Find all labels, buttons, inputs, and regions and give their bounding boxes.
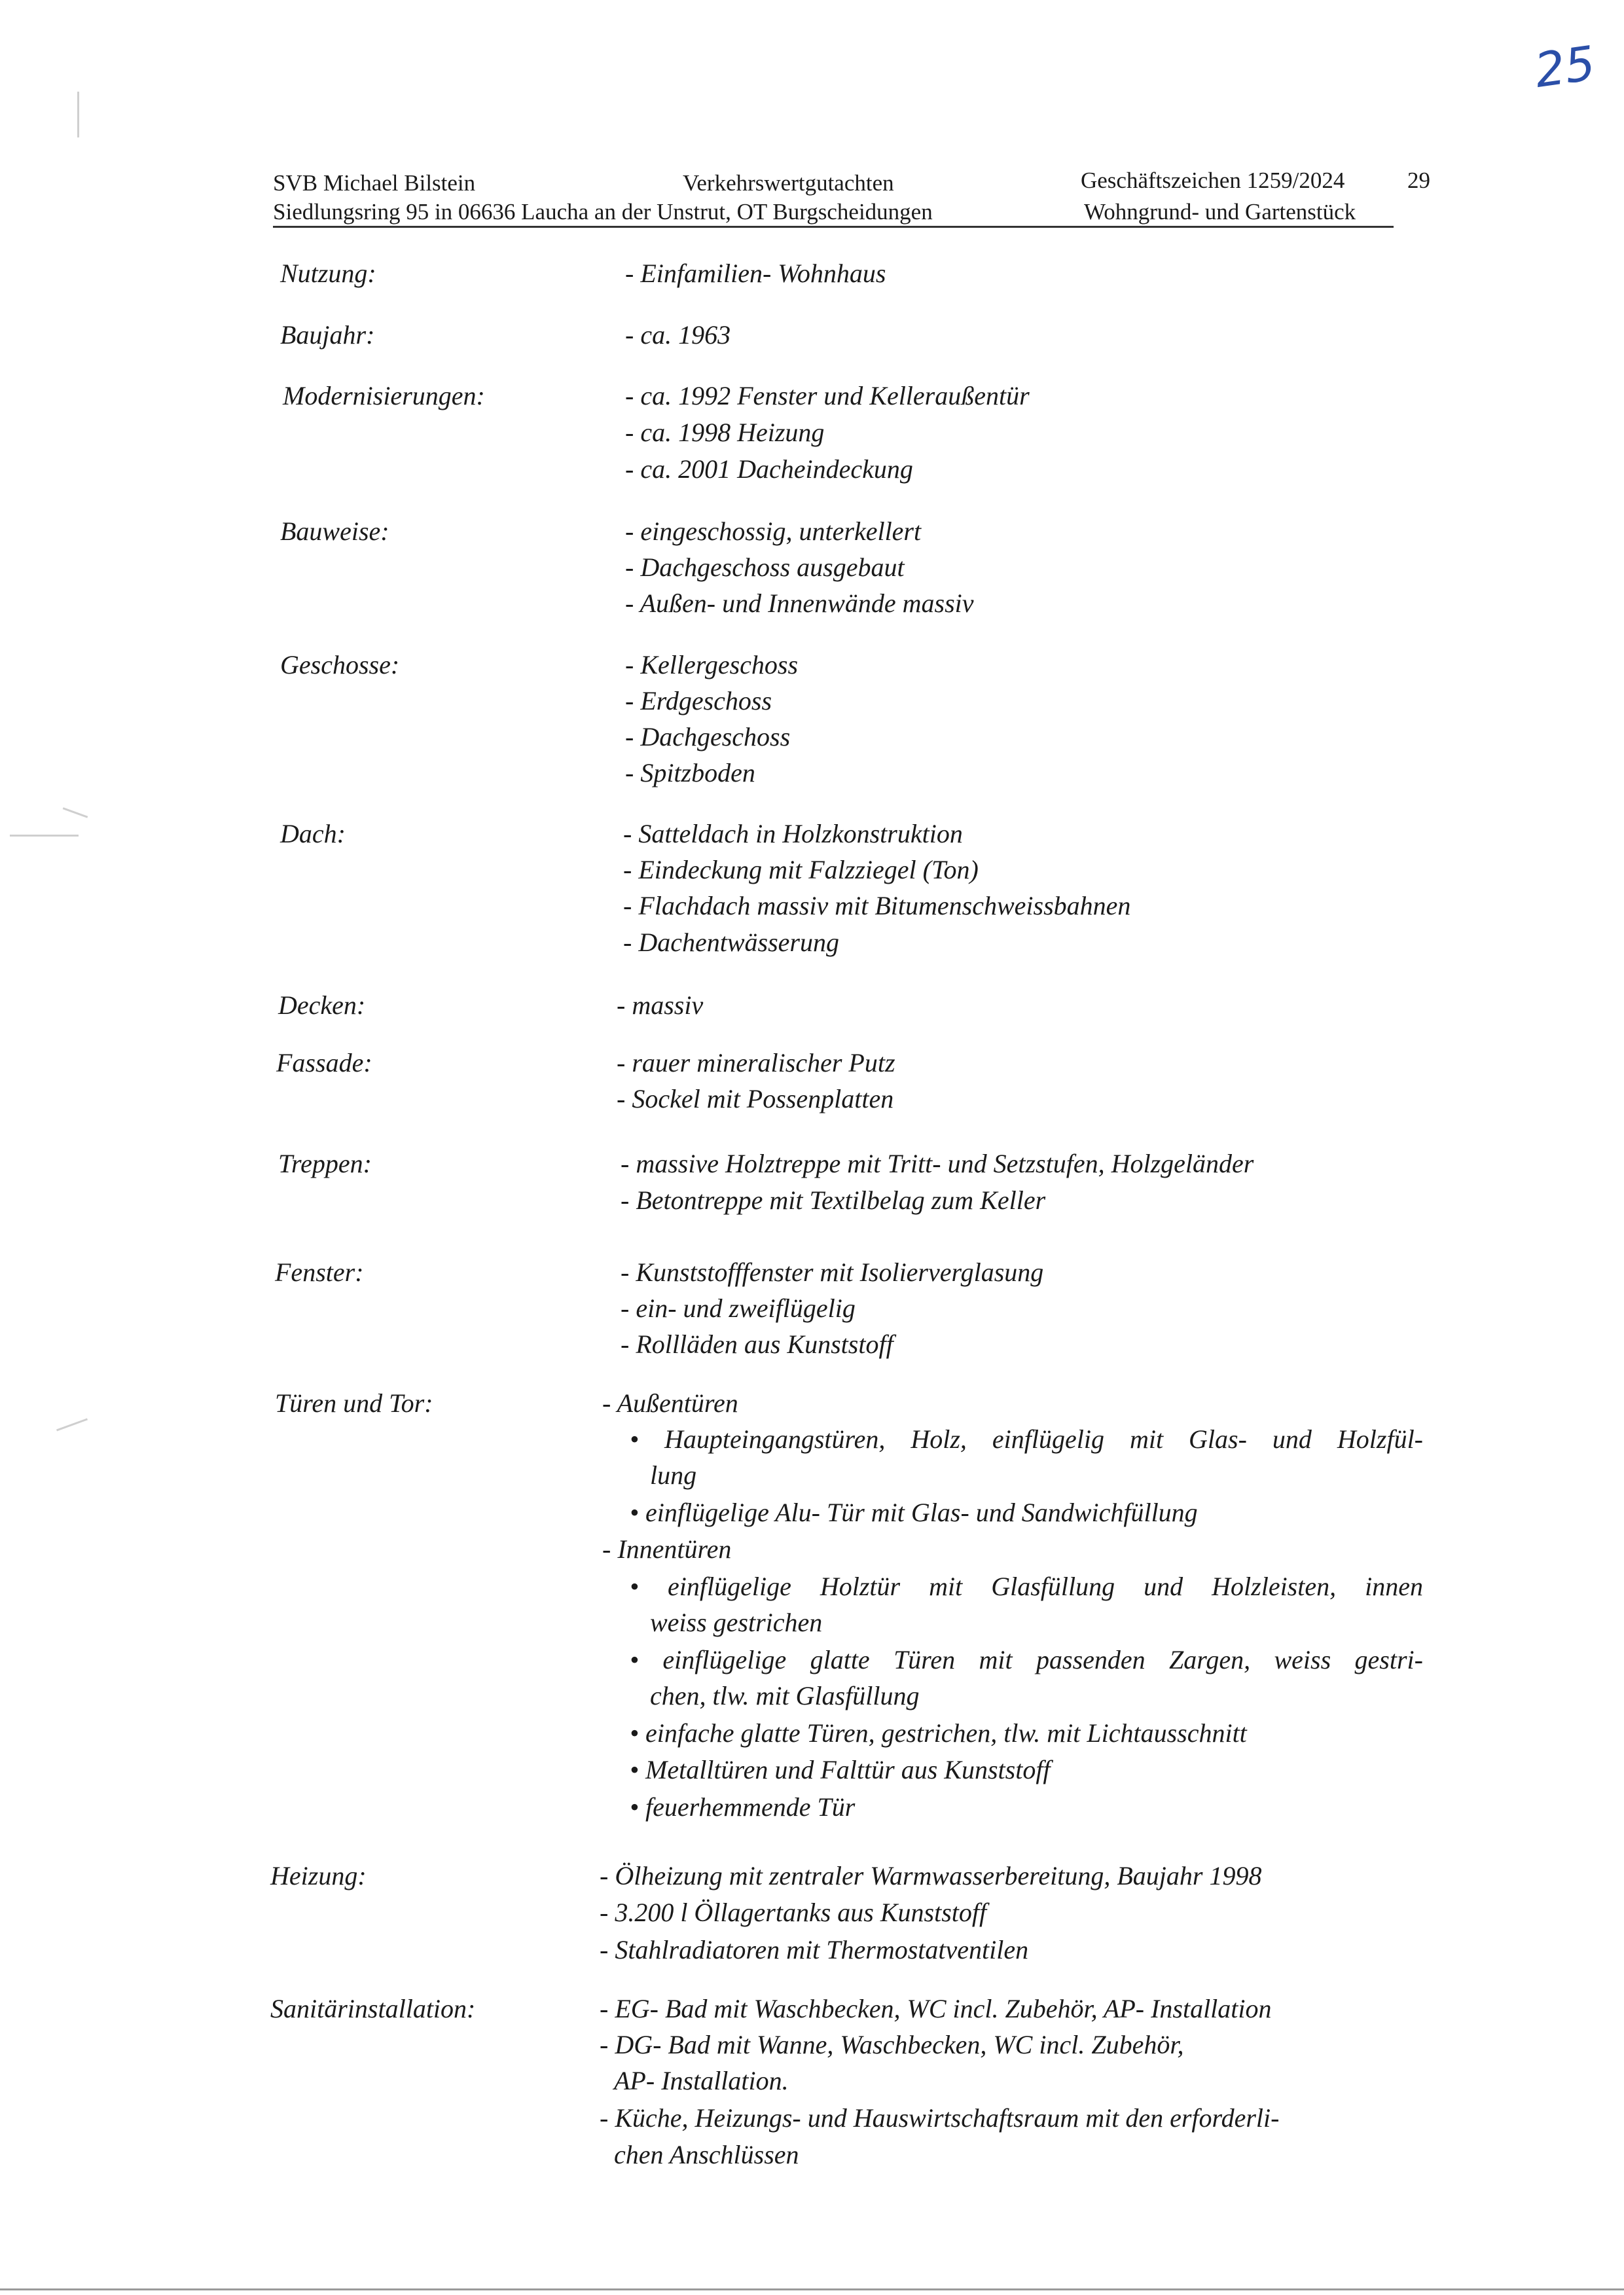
field-value-line: - Eindeckung mit Falzziegel (Ton) [623,855,979,884]
field-label: Nutzung: [280,259,376,288]
field-value-line: - DG- Bad mit Wanne, Waschbecken, WC incl. Zubehör, [600,2030,1184,2059]
field-value-line: - Dachgeschoss [625,722,791,751]
field-value-line: - Rollläden aus Kunststoff [621,1329,893,1359]
page-bottom-edge [0,2288,1624,2290]
header-document-type: Verkehrswertgutachten [683,170,894,196]
field-value-line: - Außen- und Innenwände massiv [625,588,974,618]
field-value-line: chen, tlw. mit Glasfüllung [650,1681,920,1710]
header-author: SVB Michael Bilstein [273,170,476,196]
field-value-line: - Dachgeschoss ausgebaut [625,552,905,582]
header-file-number: Geschäftszeichen 1259/2024 [1081,168,1345,193]
handwritten-annotation: 25 [1531,35,1599,98]
field-value-line: AP- Installation. [614,2066,789,2095]
field-label: Modernisierungen: [283,381,485,410]
field-label: Türen und Tor: [275,1388,433,1418]
field-value-line: - massiv [617,990,704,1020]
field-value-line: - EG- Bad mit Waschbecken, WC incl. Zubehör, AP- Installation [600,1994,1272,2023]
field-label: Fassade: [276,1048,372,1077]
field-value-line: - Satteldach in Holzkonstruktion [623,819,963,848]
field-label: Dach: [280,819,346,848]
field-value-line: - 3.200 l Öllagertanks aus Kunststoff [600,1898,987,1927]
field-value-line: - Stahlradiatoren mit Thermostatventilen [600,1935,1029,1964]
field-label: Geschosse: [280,650,400,679]
field-label: Fenster: [275,1257,364,1287]
field-value-line: - Spitzboden [625,758,755,787]
page-number: 29 [1407,168,1430,193]
field-value-line: lung [650,1460,697,1490]
field-label: Treppen: [278,1149,372,1178]
field-label: Decken: [278,990,366,1020]
field-value-line: - ein- und zweiflügelig [621,1293,856,1323]
field-value-line: - Erdgeschoss [625,686,772,715]
field-value-line: - Betontreppe mit Textilbelag zum Keller [621,1185,1046,1215]
field-value-line: - Ölheizung mit zentraler Warmwasserbereitung, Baujahr 1998 [600,1861,1262,1890]
field-value-line: • Metalltüren und Falttür aus Kunststoff [630,1755,1051,1784]
field-value-line: - Kellergeschoss [625,650,799,679]
field-value-line: - Kunststofffenster mit Isolierverglasung [621,1257,1044,1287]
field-value-line: • einflügelige Alu- Tür mit Glas- und Sandwichfüllung [630,1498,1198,1527]
field-value-line: - ca. 1963 [625,320,731,350]
field-value-line: - Küche, Heizungs- und Hauswirtschaftsraum mit den erforderli- [600,2103,1280,2133]
field-value-line: - Flachdach massiv mit Bitumenschweissbahnen [623,891,1131,920]
field-value-line: - ca. 1998 Heizung [625,418,825,447]
field-label: Baujahr: [280,320,375,350]
field-label: Bauweise: [280,516,389,546]
field-value-line: chen Anschlüssen [614,2140,799,2169]
field-value-line: - Sockel mit Possenplatten [617,1084,894,1113]
field-value-line: - massive Holztreppe mit Tritt- und Setzstufen, Holzgeländer [621,1149,1254,1178]
field-label: Sanitärinstallation: [270,1994,476,2023]
field-value-line: weiss gestrichen [650,1608,823,1637]
header-property-address: Siedlungsring 95 in 06636 Laucha an der Unstrut, OT Burgscheidungen [273,199,933,225]
field-value-line: • Haupteingangstüren, Holz, einflügelig mit Glas- und Holzfül- [630,1424,1423,1454]
field-value-line: - Dachentwässerung [623,928,839,957]
field-value-line: • feuerhemmende Tür [630,1792,856,1822]
header-property-type: Wohngrund- und Gartenstück [1084,199,1356,225]
field-value-line: - ca. 2001 Dacheindeckung [625,454,913,484]
field-value-line: - Innentüren [602,1534,732,1564]
field-value-line: - rauer mineralischer Putz [617,1048,895,1077]
field-value-line: • einflügelige glatte Türen mit passenden Zargen, weiss gestri- [630,1645,1423,1674]
field-value-line: • einfache glatte Türen, gestrichen, tlw. mit Lichtausschnitt [630,1718,1247,1748]
field-value-line: - ca. 1992 Fenster und Kelleraußentür [625,381,1030,410]
field-value-line: - Einfamilien- Wohnhaus [625,259,886,288]
field-value-line: - Außentüren [602,1388,738,1418]
field-value-line: • einflügelige Holztür mit Glasfüllung und Holzleisten, innen [630,1572,1423,1601]
field-value-line: - eingeschossig, unterkellert [625,516,922,546]
field-label: Heizung: [270,1861,367,1890]
